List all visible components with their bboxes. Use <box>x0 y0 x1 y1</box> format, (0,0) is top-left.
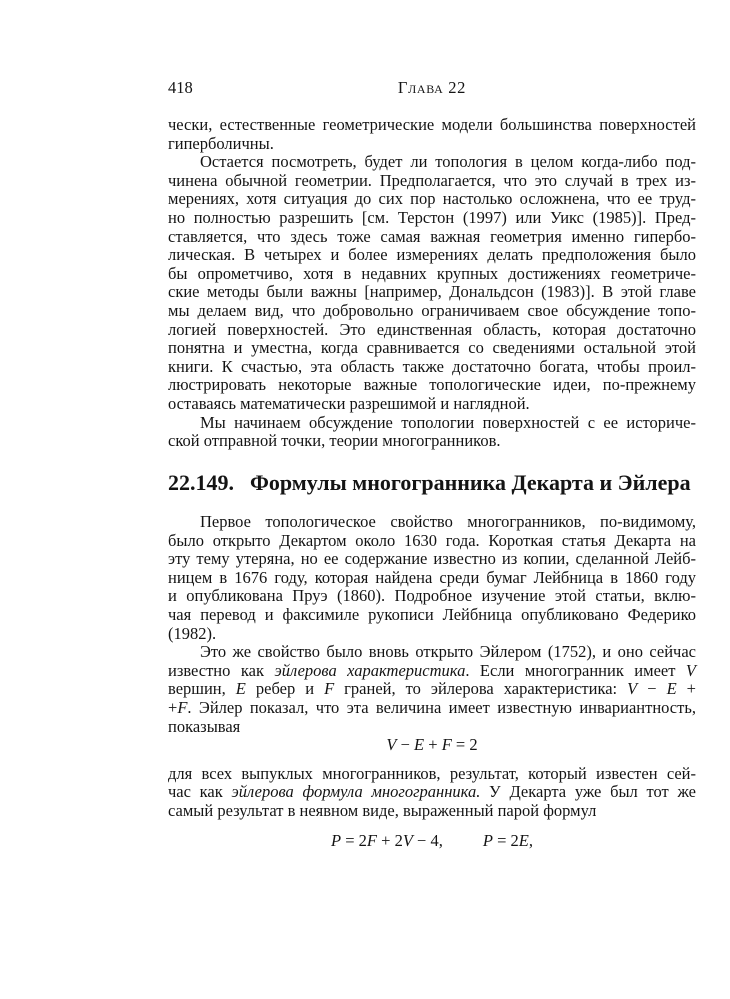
text-line <box>168 783 696 802</box>
math-operator: = 2 <box>341 830 367 850</box>
text-line: для всех выпуклых многогранников, результат, который известен сей- <box>168 763 696 783</box>
text-line: Мы начинаем обсуждение топологии поверхностей с ее историче- <box>200 412 696 432</box>
display-formula-descartes <box>168 832 696 851</box>
text-line <box>168 699 696 718</box>
text-line: ской отправной точки, теории многогранников. <box>168 431 501 451</box>
text-line: эту тему утеряна, но ее содержание известно из копии, сделанной Лейб- <box>168 549 696 569</box>
math-operator: = 2 <box>492 830 519 850</box>
text-line: ставляется, что здесь тоже самая важная геометрия именно гипербо- <box>168 226 696 246</box>
text-line: понятна и уместна, когда сравнивается со сведениями остальной этой <box>168 338 696 358</box>
paragraph <box>168 643 696 736</box>
math-variable: V <box>386 735 397 755</box>
text-segment: . Эйлер показал, что эта величина имеет известную инвариантность, <box>187 697 696 717</box>
math-variable: P <box>331 830 342 850</box>
text-line: но полностью разрешить [см. Терстон (1997) или Уикс (1985)]. Пред- <box>168 207 696 227</box>
display-formula-euler <box>168 736 696 755</box>
text-segment: . Если многогранник имеет <box>465 660 686 680</box>
text-line: мы делаем вид, что добровольно ограничиваем свое обсуждение топо- <box>168 300 696 320</box>
text-line: лическая. В четырех и более измерениях делать предположения было <box>168 245 696 265</box>
text-line <box>168 680 696 699</box>
math-variable: E <box>666 679 677 699</box>
math-operator: + 2 <box>377 830 403 850</box>
math-variable: F <box>177 697 188 717</box>
text-line: (1982). <box>168 623 217 643</box>
text-line: книги. К счастью, эта область также достаточно богата, чтобы проил- <box>168 356 696 376</box>
paragraph <box>168 513 696 643</box>
section-text <box>168 513 696 850</box>
text-line: бы опрометчиво, хотя в недавних крупных достижениях геометриче- <box>168 263 696 283</box>
math-variable: V <box>627 679 638 699</box>
text-line: и опубликована Пруэ (1860). Подробное изучение этой статьи, вклю- <box>168 586 696 606</box>
paragraph <box>168 153 696 413</box>
text-segment: час как <box>168 782 232 802</box>
math-variable: F <box>441 735 452 755</box>
math-variable: E <box>235 679 246 699</box>
text-line: показывая <box>168 716 241 736</box>
text-line: чая перевод и факсимиле рукописи Лейбница опубликовано Федерико <box>168 604 696 624</box>
text-line: Это же свойство было вновь открыто Эйлером (1752), и оно сейчас <box>200 642 696 662</box>
math-operator: + <box>676 679 696 699</box>
italic-term: эйлерова формула многогранника. <box>231 782 481 802</box>
math-operator: + <box>168 697 178 717</box>
section-heading <box>168 470 696 496</box>
text-line: ницем в 1676 году, которая найдена среди бумаг Лейбница в 1860 году <box>168 567 696 587</box>
math-variable: F <box>324 679 335 699</box>
section-title: Формулы многогранника Декарта и Эйлера <box>250 470 691 495</box>
text-line: Остается посмотреть, будет ли топология в целом когда-либо под- <box>200 152 696 172</box>
math-variable: P <box>482 830 493 850</box>
math-variable: V <box>402 830 413 850</box>
math-variable: F <box>366 830 378 850</box>
running-header <box>168 78 696 98</box>
text-line: логией поверхностей. Это единственная область, которая достаточно <box>168 319 696 339</box>
text-line: гиперболичны. <box>168 133 274 153</box>
math-variable: E <box>518 830 529 850</box>
math-operator: − <box>396 735 415 755</box>
math-operator: , <box>528 830 533 850</box>
text-line: ские методы были важны [например, Дональдсон (1983)]. В этой главе <box>168 282 696 302</box>
running-title: Глава 22 <box>397 78 467 97</box>
math-variable: V <box>685 660 697 680</box>
text-line: чинена обычной геометрии. Предполагается, что это случай в трех из- <box>168 170 696 190</box>
text-line: было открыто Декартом около 1630 года. Короткая статья Декарта на <box>168 530 696 550</box>
text-segment: ребер и <box>245 679 325 699</box>
math-operator: + <box>424 735 442 755</box>
math-variable: E <box>414 735 425 755</box>
math-operator: − <box>637 679 667 699</box>
math-operator: = 2 <box>451 735 478 755</box>
math-operator: − 4, <box>412 830 443 850</box>
text-segment: граней, то эйлерова характеристика: <box>334 679 628 699</box>
paragraph <box>168 414 696 451</box>
section-number: 22.149. <box>168 470 234 495</box>
text-line: оставаясь математически разрешимой и наглядной. <box>168 393 530 413</box>
page-number: 418 <box>168 78 193 97</box>
paragraph <box>168 765 696 821</box>
text-segment: У Декарта уже был тот же <box>480 782 696 802</box>
text-line <box>168 662 696 681</box>
text-line: мерениях, хотя ситуация до сих пор настолько осложнена, что ее труд- <box>168 189 696 209</box>
text-line: люстрировать некоторые важные топологические идеи, по-прежнему <box>168 375 696 395</box>
text-segment: вершин, <box>168 679 236 699</box>
text-segment: известно как <box>168 660 275 680</box>
text-line: чески, естественные геометрические модели большинства поверхностей <box>168 115 696 134</box>
italic-term: эйлерова характеристика <box>274 660 466 680</box>
paragraph <box>168 116 696 153</box>
text-line: самый результат в неявном виде, выраженный парой формул <box>168 800 597 820</box>
text-line: Первое топологическое свойство многогранников, по-видимому, <box>200 512 696 531</box>
intro-text <box>168 116 696 451</box>
